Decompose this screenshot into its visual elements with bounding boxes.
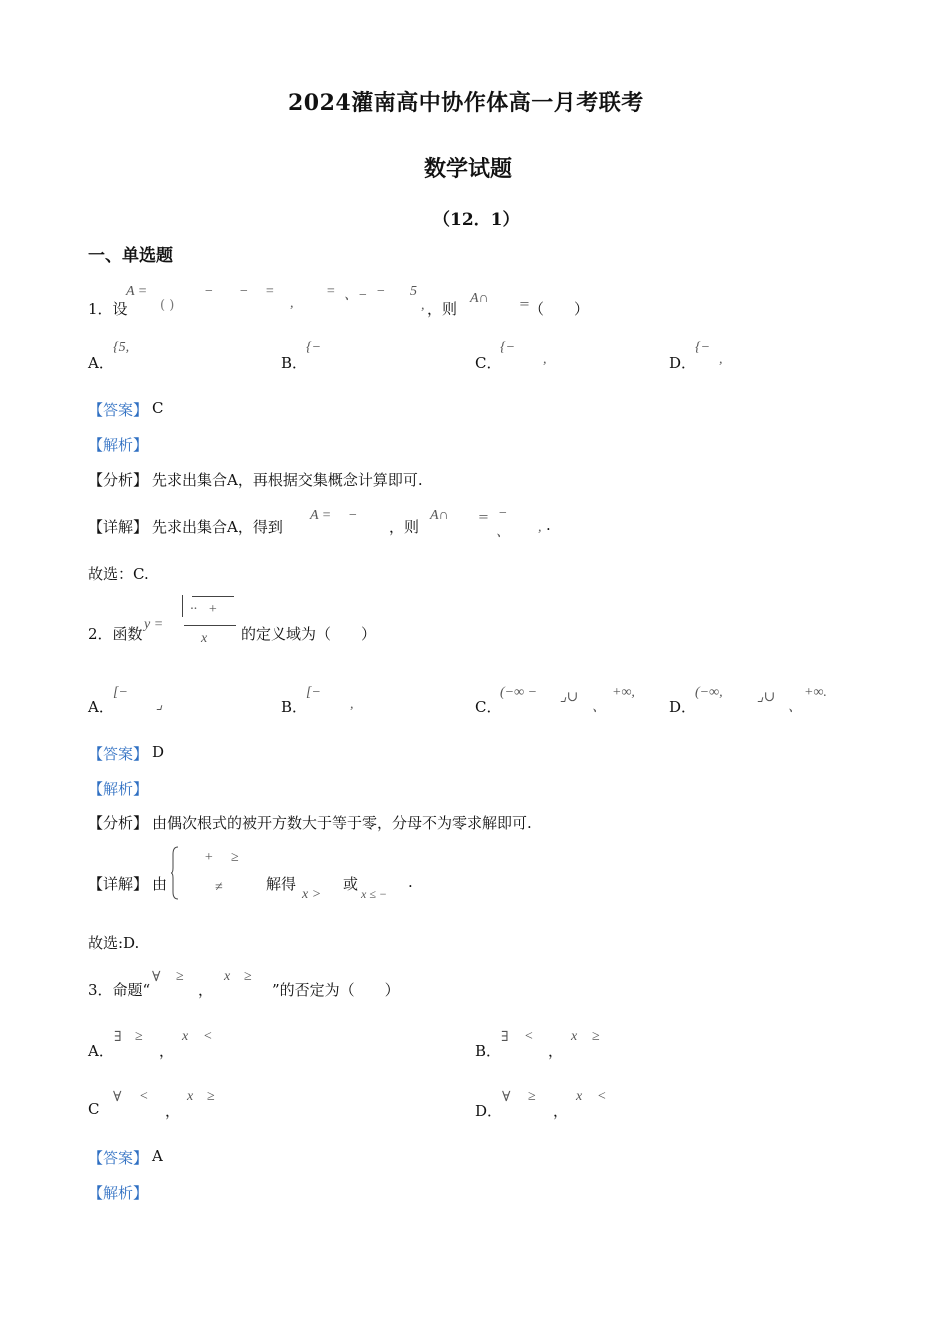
q3-option-C-comma: ， [165, 1102, 181, 1120]
q3-option-D-label[interactable]: D． [475, 1102, 503, 1120]
q1-five: 5 [410, 284, 417, 299]
q1-option-D-tail: , [719, 352, 723, 367]
q1-fenxi: 先求出集合A，再根据交集概念计算即可. [152, 471, 423, 489]
q1-eq2: = [326, 284, 336, 299]
q1-option-B-value: {− [306, 340, 322, 355]
q2-x-gt: x > [302, 887, 322, 902]
q1-analysis-tag: 【解析】 [88, 436, 149, 454]
q2-sqrt-num: + [208, 602, 218, 617]
q1-frag-minus-b: − [376, 284, 386, 299]
q2-xiangjie-tag: 【详解】 [88, 875, 149, 893]
q1-minus2: − [239, 284, 249, 299]
q1-paren-small: ( ) [160, 298, 175, 313]
q1-prefix: 1．设 [88, 300, 128, 318]
q3-option-B-rel2: ≥ [592, 1029, 600, 1044]
q2-suffix: 的定义域为（ ） [241, 625, 377, 643]
q1-comma-frag: , [290, 296, 294, 311]
q2-option-B-tail: , [350, 697, 354, 712]
q2-fenxi: 由偶次根式的被开方数大于等于零，分母不为零求解即可. [152, 814, 532, 832]
q1-xiangjie-tag: 【详解】 [88, 518, 149, 536]
q1-xj-A-eq: A = [310, 508, 332, 523]
q1-xj-A-cap: A∩ [430, 508, 449, 523]
q1-option-B-label[interactable]: B． [281, 354, 308, 372]
q3-forall: ∀ [152, 970, 161, 985]
q3-option-B-rel1: < [524, 1029, 534, 1044]
q1-A-cap: A∩ [470, 291, 489, 306]
q2-or: 或 [343, 875, 359, 893]
q2-system-top-plus: + [204, 850, 214, 865]
q3-suffix: ”的否定为（ ） [272, 981, 400, 999]
q1-xj-minus: − [348, 508, 358, 523]
q1-option-C-tail: , [543, 352, 547, 367]
q1-answer: C [152, 399, 164, 417]
q1-option-C-value: {− [500, 340, 516, 355]
q3-option-C-rel1: < [139, 1089, 149, 1104]
q3-option-A-x: x [182, 1029, 189, 1044]
q1-xj-end: . [546, 516, 551, 534]
q1-xiangjie-a: 先求出集合A，得到 [152, 518, 283, 536]
q3-option-B-label[interactable]: B． [475, 1042, 502, 1060]
q2-option-C-mid2: 、 [592, 700, 606, 715]
q2-option-A-value: [− [113, 685, 128, 700]
q3-option-D-rel1: ≥ [528, 1089, 536, 1104]
q1-eq3: = [519, 297, 530, 312]
q2-option-D-end: +∞. [804, 685, 827, 700]
exam-date: （12．1） [433, 210, 520, 230]
q2-prefix: 2．函数 [88, 625, 143, 643]
q2-system-bottom-ne: ≠ [215, 880, 223, 895]
q3-option-A-rel1: ≥ [135, 1029, 143, 1044]
q2-analysis-tag: 【解析】 [88, 780, 149, 798]
q2-y-eq: y = [144, 617, 164, 632]
q1-minus1: − [204, 284, 214, 299]
q3-option-D-x: x [576, 1089, 583, 1104]
q1-frag-minus-a: 、− [344, 288, 368, 303]
q3-x: x [224, 969, 231, 984]
q3-option-B-quantifier: ∃ [501, 1030, 509, 1045]
q1-A-eq: A = [126, 284, 148, 299]
page-title: 2024灌南高中协作体高一月考联考 [288, 90, 644, 116]
q3-option-C-quantifier: ∀ [113, 1090, 122, 1105]
q3-answer-tag: 【答案】 [88, 1149, 149, 1167]
q1-then: ，则 [427, 300, 458, 318]
q3-option-D-rel2: < [597, 1089, 607, 1104]
q3-ge2: ≥ [244, 969, 252, 984]
q1-xj-tail: , [538, 520, 542, 535]
q2-num-frag: ·· [190, 602, 197, 617]
q1-choose: 故选：C. [88, 565, 149, 583]
q1-xj-frag: 、 [496, 525, 510, 540]
q2-fraction-line [184, 625, 236, 626]
q3-answer: A [152, 1147, 163, 1165]
q2-answer-tag: 【答案】 [88, 745, 149, 763]
q1-answer-tag: 【答案】 [88, 401, 149, 419]
q1-option-C-label[interactable]: C． [475, 354, 502, 372]
q2-option-D-label[interactable]: D． [669, 698, 697, 716]
q1-option-D-label[interactable]: D． [669, 354, 697, 372]
q3-ge1: ≥ [176, 969, 184, 984]
q3-prefix: 3．命题“ [88, 981, 151, 999]
q3-comma: ， [198, 981, 214, 999]
q3-option-B-comma: ， [548, 1042, 564, 1060]
q3-option-D-comma: ， [553, 1102, 569, 1120]
q3-option-C-label[interactable]: C [88, 1100, 100, 1118]
q2-system-brace [171, 846, 179, 900]
q2-x-le: x ≤ − [361, 887, 388, 901]
q3-option-D-quantifier: ∀ [502, 1090, 511, 1105]
q1-xj-eq: = [478, 510, 489, 525]
q2-option-C-end: +∞, [612, 685, 635, 700]
q3-option-C-x: x [187, 1089, 194, 1104]
q2-xiangjie-a: 由 [152, 875, 168, 893]
q1-eq1: = [265, 284, 275, 299]
q2-option-C-label[interactable]: C． [475, 698, 502, 716]
q3-analysis-tag: 【解析】 [88, 1184, 149, 1202]
q3-option-A-comma: ， [159, 1042, 175, 1060]
q2-system-top-ge: ≥ [231, 850, 239, 865]
q2-fenxi-tag: 【分析】 [88, 814, 149, 832]
q2-option-D-mid: ⌟∪ [757, 690, 776, 705]
q2-option-C-mid: ⌟∪ [560, 690, 579, 705]
q3-option-C-rel2: ≥ [207, 1089, 215, 1104]
q2-radical-bar [192, 596, 234, 597]
page-subtitle: 数学试题 [424, 156, 513, 182]
q1-five-tail: , [421, 298, 425, 313]
q1-xj-minus2: − [498, 506, 508, 521]
q2-solve: 解得 [266, 875, 297, 893]
q2-answer: D [152, 743, 165, 761]
q2-option-A-label[interactable]: A． [88, 698, 114, 716]
q2-denominator: x [201, 631, 208, 646]
q1-option-D-value: {− [695, 340, 711, 355]
q3-option-A-label[interactable]: A． [88, 1042, 114, 1060]
q1-xj-then: ，则 [389, 518, 420, 536]
q2-option-D-mid2: 、 [788, 700, 802, 715]
q2-choose: 故选:D. [88, 934, 140, 952]
q1-option-A-label[interactable]: A． [88, 354, 114, 372]
q1-option-A-value: {5, [113, 340, 130, 355]
q3-option-A-quantifier: ∃ [114, 1030, 122, 1045]
q2-option-B-value: [− [306, 685, 321, 700]
q2-end: . [408, 873, 413, 891]
section-heading: 一、单选题 [88, 246, 173, 266]
q2-option-D-value: (−∞, [695, 685, 723, 700]
q3-option-A-rel2: < [203, 1029, 213, 1044]
q1-fenxi-tag: 【分析】 [88, 471, 149, 489]
q3-option-B-x: x [571, 1029, 578, 1044]
q2-option-C-value: (−∞ − [500, 685, 538, 700]
q2-option-B-label[interactable]: B． [281, 698, 308, 716]
q2-option-A-tail: ⌟ [156, 698, 163, 713]
q1-paren: （ ） [529, 300, 590, 318]
